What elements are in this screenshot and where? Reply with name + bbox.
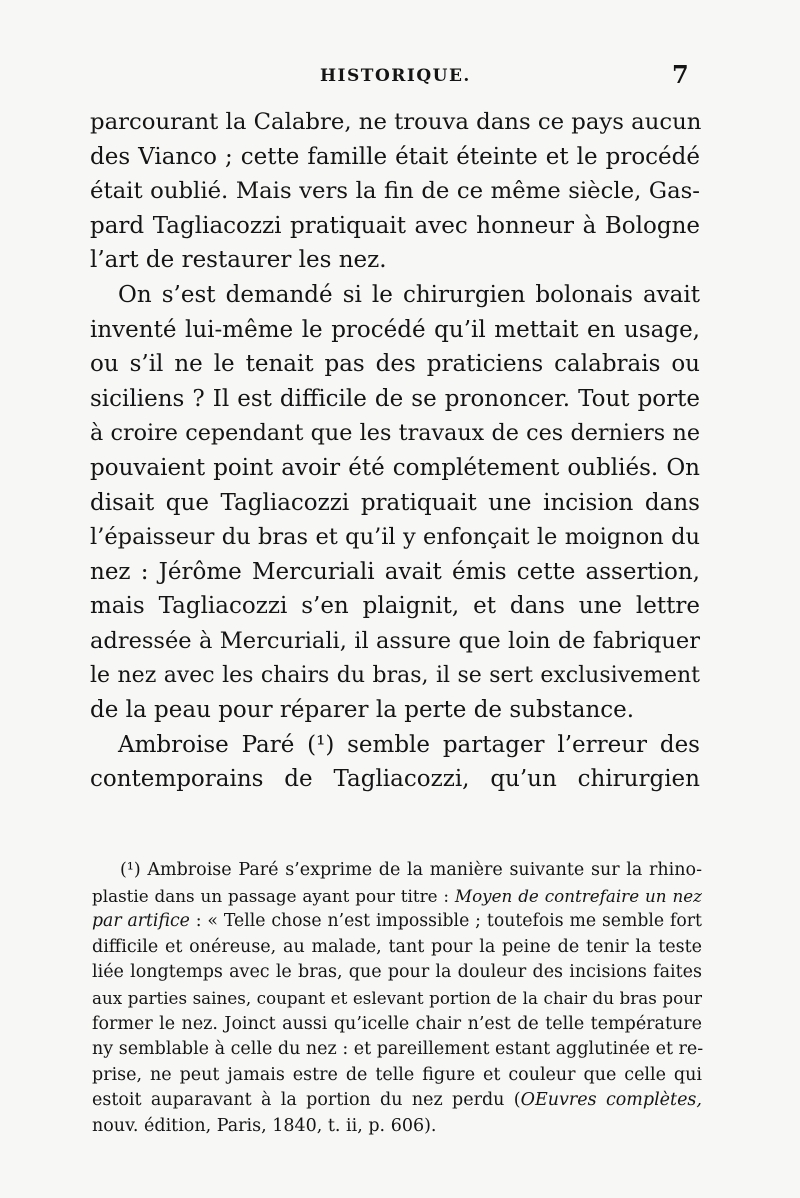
footnote-line bbox=[92, 884, 702, 910]
text-line: Ambroise Paré (¹) semble partager l’erreur des bbox=[118, 731, 700, 758]
body-text bbox=[90, 105, 700, 797]
text-line: mais Tagliacozzi s’en plaignit, et dans une lettre bbox=[90, 593, 700, 620]
footnote-text: estoit auparavant à la portion du nez perdu ( bbox=[92, 1090, 521, 1111]
footnote-line: difficile et onéreuse, au malade, tant pour la peine de tenir la teste bbox=[92, 936, 702, 957]
footnote-line: prise, ne peut jamais estre de telle figure et couleur que celle qui bbox=[92, 1064, 702, 1085]
footnote bbox=[92, 858, 702, 1140]
text-line: des Vianco ; cette famille était éteinte et le procédé bbox=[90, 143, 700, 170]
footnote-text: : « Telle chose n’est impossible ; toutefois me semble fort bbox=[189, 911, 702, 932]
footnote-line bbox=[92, 909, 702, 935]
text-line: contemporains de Tagliacozzi, qu’un chirurgien bbox=[90, 766, 700, 793]
text-line: pouvaient point avoir été complétement oubliés. On bbox=[90, 454, 700, 481]
footnote-line: aux parties saines, coupant et eslevant portion de la chair du bras pour bbox=[92, 987, 702, 1008]
text-line: adressée à Mercuriali, il assure que loin de fabriquer bbox=[90, 627, 700, 654]
footnote-line: (¹) Ambroise Paré s’exprime de la manière suivante sur la rhino- bbox=[120, 860, 702, 880]
text-line: disait que Tagliacozzi pratiquait une incision dans bbox=[90, 489, 700, 516]
page-number: 7 bbox=[672, 60, 689, 89]
text-line: parcourant la Calabre, ne trouva dans ce pays aucun bbox=[90, 109, 702, 135]
footnote-italic-title: OEuvres complètes, bbox=[520, 1090, 702, 1111]
text-line: On s’est demandé si le chirurgien bolonais avait bbox=[118, 281, 700, 308]
footnote-text: plastie dans un passage ayant pour titre : bbox=[92, 885, 455, 906]
footnote-line: liée longtemps avec le bras, que pour la douleur des incisions faites bbox=[92, 962, 702, 983]
text-line: était oublié. Mais vers la fin de ce même siècle, Gas- bbox=[90, 178, 700, 205]
text-line: nez : Jérôme Mercuriali avait émis cette assertion, bbox=[90, 558, 700, 585]
text-line: ou s’il ne le tenait pas des praticiens calabrais ou bbox=[90, 351, 700, 378]
text-line: siciliens ? Il est difficile de se prononcer. Tout porte bbox=[90, 385, 700, 412]
running-title: HISTORIQUE. bbox=[320, 66, 471, 86]
text-line: l’art de restaurer les nez. bbox=[90, 247, 387, 274]
footnote-italic-title: Moyen de contrefaire un nez bbox=[454, 885, 702, 906]
text-line: de la peau pour réparer la perte de substance. bbox=[90, 697, 635, 724]
text-line: l’épaisseur du bras et qu’il y enfonçait le moignon du bbox=[90, 524, 700, 551]
footnote-line: ny semblable à celle du nez : et pareillement estant agglutinée et re- bbox=[92, 1039, 704, 1060]
footnote-italic-title: par artifice bbox=[92, 911, 190, 932]
text-line: à croire cependant que les travaux de ces derniers ne bbox=[90, 420, 700, 447]
text-line: pard Tagliacozzi pratiquait avec honneur à Bologne bbox=[90, 212, 700, 239]
text-line: le nez avec les chairs du bras, il se sert exclusivement bbox=[90, 662, 700, 688]
running-head bbox=[0, 62, 800, 92]
footnote-line: former le nez. Joinct aussi qu’icelle chair n’est de telle température bbox=[92, 1013, 702, 1034]
footnote-line: nouv. édition, Paris, 1840, t. ii, p. 606). bbox=[92, 1115, 437, 1136]
text-line: inventé lui-même le procédé qu’il mettait en usage, bbox=[90, 316, 700, 343]
footnote-line bbox=[92, 1088, 702, 1114]
